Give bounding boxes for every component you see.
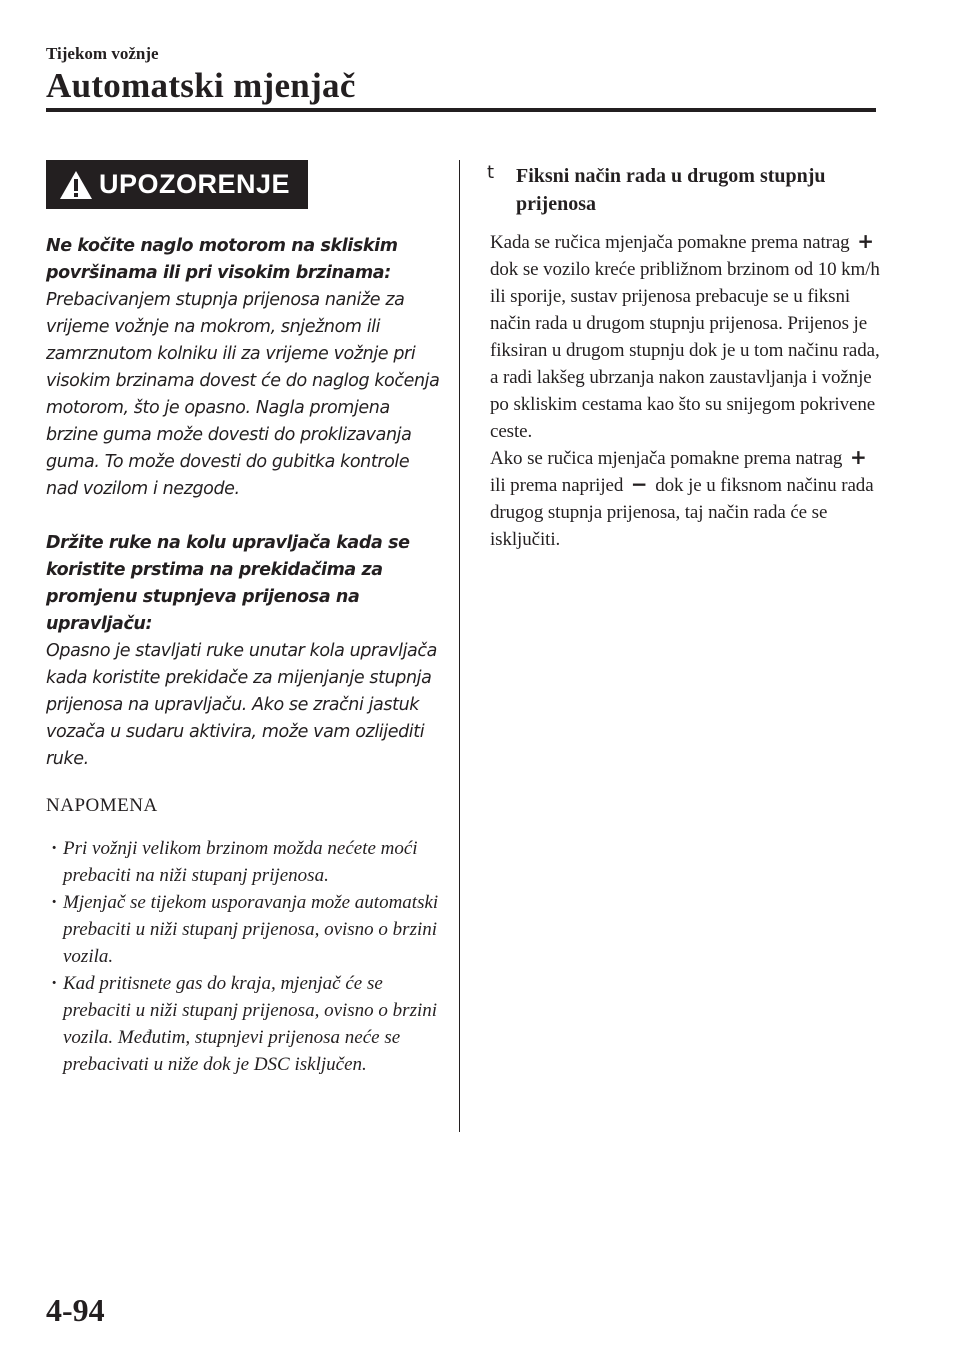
section-label: Tijekom vožnje <box>46 44 159 63</box>
page-number: 4-94 <box>46 1292 105 1328</box>
warning-label: UPOZORENJE <box>99 169 291 199</box>
column-divider <box>459 160 460 1132</box>
warning-triangle-icon <box>59 170 93 200</box>
note-item: · Mjenjač se tijekom usporavanja može automatski prebaciti u niži stupanj prijenosa, ovisno o brzini vozila. <box>46 889 446 970</box>
body-text: dok se vozilo kreće približnom brzinom od 10 km/h ili sporije, sustav prijenosa prebacuje se u fiksni način rada u drugom stupnju prijenosa. Prijenos je fiksiran u drugom stupnju dok je u tom načinu rada, a radi lakšeg ubrzanja nakon zaustavljanja i vožnje po skliskim cestama kao što su snijegom pokrivene ceste. <box>490 259 880 442</box>
warning-block <box>46 530 446 773</box>
warning-banner <box>46 160 308 209</box>
body-text: Kada se ručica mjenjača pomakne prema natrag <box>490 232 850 253</box>
note-label: NAPOMENA <box>46 795 158 816</box>
minus-icon: − <box>630 472 648 496</box>
subsection-heading: Fiksni način rada u drugom stupnju prijenosa <box>516 165 826 215</box>
warning-body: Opasno je stavljati ruke unutar kola upravljača kada koristite prekidače za mijenjanje stupnja prijenosa na upravljaču. Ako se zračni jastuk vozača u sudaru aktivira, može vam ozlijediti ruke. <box>46 641 437 769</box>
note-item: · Kad pritisnete gas do kraja, mjenjač će se prebaciti u niži stupanj prijenosa, ovisno o brzini vozila. Međutim, stupnjevi prijenosa neće se prebacivati u niže dok je DSC isključen. <box>46 970 446 1078</box>
body-text: ili prema naprijed <box>490 475 624 496</box>
body-text: Ako se ručica mjenjača pomakne prema natrag <box>490 448 843 469</box>
subsection-body <box>490 229 880 553</box>
warning-heading: Držite ruke na kolu upravljača kada se koristite prstima na prekidačima za promjenu stupnjeva prijenosa na upravljaču: <box>46 533 410 634</box>
note-list <box>46 835 446 1078</box>
note-item: · Pri vožnji velikom brzinom možda nećete moći prebaciti na niži stupanj prijenosa. <box>46 835 446 889</box>
plus-icon: + <box>849 445 867 469</box>
section-marker: t <box>487 162 495 183</box>
warning-block <box>46 233 446 503</box>
body-text: dok je u fiksnom načinu rada drugog stupnja prijenosa, taj način rada će se isključiti. <box>490 475 874 550</box>
warning-heading: Ne kočite naglo motorom na skliskim površinama ili pri visokim brzinama: <box>46 236 398 283</box>
page-title: Automatski mjenjač <box>46 66 356 105</box>
title-rule <box>46 108 876 112</box>
warning-body: Prebacivanjem stupnja prijenosa naniže za vrijeme vožnje na mokrom, snježnom ili zamrznutom kolniku ili za vrijeme vožnje pri visokim brzinama dovest će do naglog kočenja motorom, što je opasno. Nagla promjena brzine guma može dovesti do proklizavanja guma. To može dovesti do gubitka kontrole nad vozilom i nezgode. <box>46 290 440 499</box>
plus-icon: + <box>857 229 874 253</box>
